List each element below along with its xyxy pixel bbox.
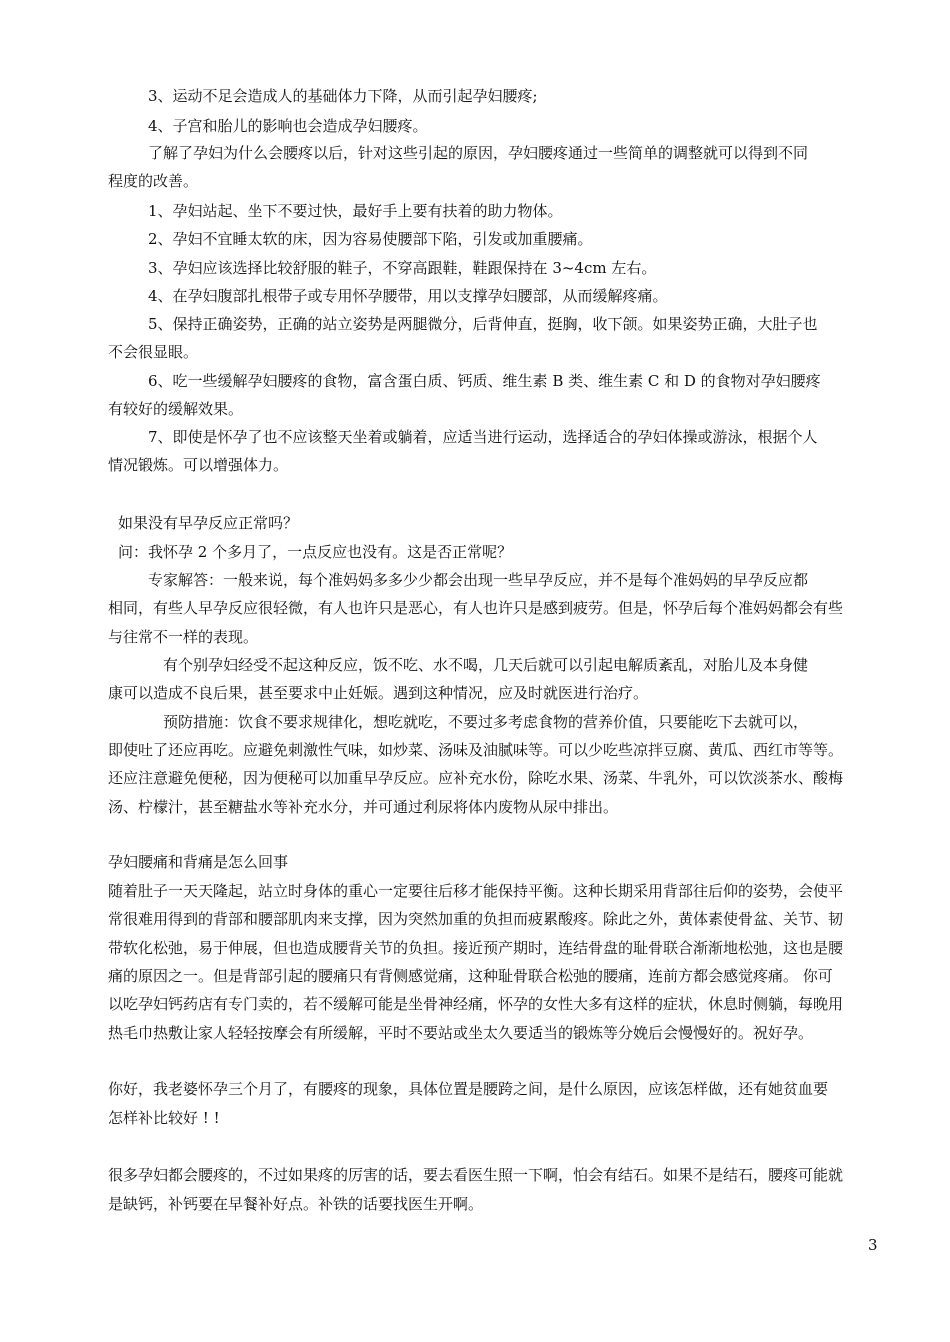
- list-item: 情况锻炼。可以增强体力。: [108, 456, 289, 474]
- body-line: 常很难用得到的背部和腰部肌肉来支撑，因为突然加重的负担而疲累酸疼。除此之外，黄体素使骨盆、关节、韧: [108, 910, 844, 928]
- question-text: 问：我怀孕 2 个多月了，一点反应也没有。这是否正常呢？: [118, 543, 513, 561]
- paragraph-line: 3、运动不足会造成人的基础体力下降，从而引起孕妇腰疼;: [148, 87, 538, 105]
- answer-line: 预防措施：饮食不要求规律化，想吃就吃，不要过多考虑食物的营养价值，只要能吃下去就可以，: [163, 713, 809, 731]
- answer-line: 有个别孕妇经受不起这种反应，饭不吃、水不喝，几天后就可以引起电解质紊乱，对胎儿及本身健: [163, 656, 809, 674]
- body-line: 痛的原因之一。但是背部引起的腰痛只有背侧感觉痛，这种耻骨联合松弛的腰痛，连前方都会感觉疼痛。 你可: [108, 967, 833, 985]
- body-line: 随着肚子一天天隆起，站立时身体的重心一定要往后移才能保持平衡。这种长期采用背部往后仰的姿势，会使平: [108, 882, 844, 900]
- list-item: 6、吃一些缓解孕妇腰疼的食物，富含蛋白质、钙质、维生素 B 类、维生素 C 和 D 的食物对孕妇腰疼: [148, 372, 821, 390]
- answer-line: 即使吐了还应再吃。应避免刺激性气味，如炒菜、汤味及油腻味等。可以少吃些凉拌豆腐、黄瓜、西红市等等。: [108, 741, 844, 759]
- list-item: 有较好的缓解效果。: [108, 400, 244, 418]
- body-line: 以吃孕妇钙药店有专门卖的，若不缓解可能是坐骨神经痛，怀孕的女性大多有这样的症状，休息时侧躺，每晚用: [108, 995, 844, 1013]
- list-item: 7、即使是怀孕了也不应该整天坐着或躺着，应适当进行运动，选择适合的孕妇体操或游泳，根据个人: [148, 428, 818, 446]
- paragraph-line: 4、子宫和胎儿的影响也会造成孕妇腰疼。: [148, 117, 428, 135]
- question-line: 怎样补比较好 ! !: [108, 1109, 220, 1127]
- reply-line: 是缺钙，补钙要在早餐补好点。补铁的话要找医生开啊。: [108, 1195, 484, 1213]
- answer-line: 专家解答：一般来说，每个准妈妈多多少少都会出现一些早孕反应，并不是每个准妈妈的早孕反应都: [148, 571, 809, 589]
- paragraph-line: 了解了孕妇为什么会腰疼以后，针对这些引起的原因，孕妇腰疼通过一些简单的调整就可以得到不同: [148, 144, 809, 162]
- question-line: 你好，我老婆怀孕三个月了，有腰疼的现象，具体位置是腰跨之间，是什么原因，应该怎样做，还有她贫血要: [108, 1080, 829, 1098]
- list-item: 5、保持正确姿势，正确的站立姿势是两腿微分，后背伸直，挺胸，收下颌。如果姿势正确，大肚子也: [148, 315, 818, 333]
- list-item: 3、孕妇应该选择比较舒服的鞋子，不穿高跟鞋，鞋跟保持在 3~4cm 左右。: [148, 259, 657, 277]
- reply-line: 很多孕妇都会腰疼的，不过如果疼的厉害的话，要去看医生照一下啊，怕会有结石。如果不是结石，腰疼可能就: [108, 1166, 844, 1184]
- list-item: 2、孕妇不宜睡太软的床，因为容易使腰部下陷，引发或加重腰痛。: [148, 230, 593, 248]
- answer-line: 相同，有些人早孕反应很轻微，有人也许只是恶心，有人也许只是感到疲劳。但是，怀孕后每个准妈妈都会有些: [108, 599, 844, 617]
- answer-line: 康可以造成不良后果，甚至要求中止妊娠。遇到这种情况，应及时就医进行治疗。: [108, 684, 649, 702]
- list-item: 不会很显眼。: [108, 343, 199, 361]
- answer-line: 还应注意避免便秘，因为便秘可以加重早孕反应。应补充水份，除吃水果、汤菜、牛乳外，可以饮淡茶水、酸梅: [108, 769, 844, 787]
- section-title: 如果没有早孕反应正常吗？: [118, 514, 299, 532]
- answer-line: 汤、柠檬汁，甚至糖盐水等补充水分，并可通过利尿将体内废物从尿中排出。: [108, 798, 619, 816]
- page-number: 3: [868, 1236, 878, 1254]
- paragraph-line: 程度的改善。: [108, 172, 199, 190]
- body-line: 带软化松弛，易于伸展，但也造成腰背关节的负担。接近预产期时，连结骨盘的耻骨联合渐渐地松弛，这也是腰: [108, 939, 844, 957]
- list-item: 1、孕妇站起、坐下不要过快，最好手上要有扶着的助力物体。: [148, 202, 563, 220]
- section-title: 孕妇腰痛和背痛是怎么回事: [108, 853, 289, 871]
- body-line: 热毛巾热敷让家人轻轻按摩会有所缓解，平时不要站或坐太久要适当的锻炼等分娩后会慢慢好的。祝好孕。: [108, 1024, 814, 1042]
- list-item: 4、在孕妇腹部扎根带子或专用怀孕腰带，用以支撑孕妇腰部，从而缓解疼痛。: [148, 287, 668, 305]
- answer-line: 与往常不一样的表现。: [108, 628, 259, 646]
